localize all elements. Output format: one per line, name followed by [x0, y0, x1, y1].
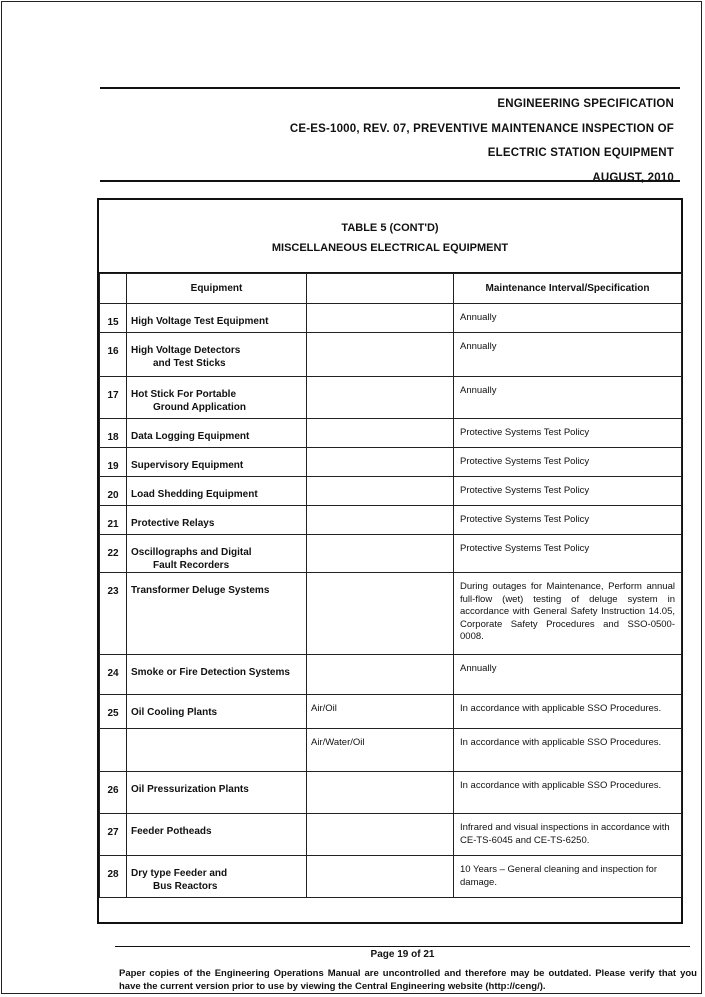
interval-cell: Annually — [454, 333, 682, 377]
medium-cell — [307, 856, 454, 898]
header-bottom-rule — [100, 180, 680, 182]
equipment-cell — [127, 506, 307, 535]
medium-cell — [307, 772, 454, 814]
header-spec-number: CE-ES-1000, REV. 07, PREVENTIVE MAINTENANCE INSPECTION OF — [289, 122, 674, 135]
table-row — [100, 477, 682, 506]
row-number — [100, 729, 127, 772]
interval-cell: Protective Systems Test Policy — [454, 448, 682, 477]
equipment-cell — [127, 448, 307, 477]
table-row — [100, 304, 682, 333]
table-row — [100, 772, 682, 814]
medium-cell — [307, 814, 454, 856]
equipment-cell — [127, 333, 307, 377]
footer-disclaimer: Paper copies of the Engineering Operations Manual are uncontrolled and therefore may be outdated. Please verify that you have the current version prior to use by viewing the Central Engineering website (http://ceng/). — [119, 968, 697, 992]
equipment-name: High Voltage Detectors — [131, 345, 241, 356]
medium-header — [307, 274, 454, 304]
medium-cell — [307, 304, 454, 333]
medium-cell — [307, 333, 454, 377]
table-title: TABLE 5 (CONT'D) — [341, 222, 439, 234]
table-header-row — [100, 274, 682, 304]
equipment-name: Transformer Deluge Systems — [131, 585, 270, 596]
table-row — [100, 729, 682, 772]
row-number: 21 — [100, 506, 127, 535]
interval-cell: During outages for Maintenance, Perform annual full-flow (wet) testing of deluge system in accordance with General Safety Instruction 14.05, Corporate Safety Procedures and SSO-0500-0008. — [454, 573, 682, 655]
row-number: 26 — [100, 772, 127, 814]
table-row — [100, 814, 682, 856]
table-row — [100, 535, 682, 573]
medium-cell — [307, 535, 454, 573]
medium-cell — [307, 377, 454, 419]
equipment-name-continued: Ground Application — [153, 402, 246, 413]
interval-cell: Annually — [454, 377, 682, 419]
row-number: 25 — [100, 695, 127, 729]
equipment-name: Oil Cooling Plants — [131, 707, 218, 718]
num-header — [100, 274, 127, 304]
equipment-name: Oil Pressurization Plants — [131, 784, 249, 795]
equipment-name: Load Shedding Equipment — [131, 489, 258, 500]
interval-cell: In accordance with applicable SSO Procedures. — [454, 772, 682, 814]
table-row — [100, 377, 682, 419]
equipment-cell — [127, 419, 307, 448]
equipment-name: Protective Relays — [131, 518, 215, 529]
interval-header: Maintenance Interval/Specification — [454, 274, 682, 304]
equipment-name: Oscillographs and Digital — [131, 547, 252, 558]
equipment-name-continued: Fault Recorders — [153, 560, 230, 571]
equipment-header: Equipment — [127, 274, 307, 304]
maintenance-table-frame — [97, 198, 683, 924]
equipment-cell — [127, 856, 307, 898]
medium-cell — [307, 655, 454, 695]
equipment-name-continued: and Test Sticks — [153, 358, 226, 369]
interval-cell: Protective Systems Test Policy — [454, 535, 682, 573]
medium-cell: Air/Water/Oil — [307, 729, 454, 772]
medium-cell: Air/Oil — [307, 695, 454, 729]
interval-cell: Protective Systems Test Policy — [454, 477, 682, 506]
row-number: 27 — [100, 814, 127, 856]
medium-cell — [307, 506, 454, 535]
row-number: 28 — [100, 856, 127, 898]
row-number: 17 — [100, 377, 127, 419]
row-number: 18 — [100, 419, 127, 448]
equipment-cell — [127, 695, 307, 729]
header-date: AUGUST, 2010 — [592, 171, 674, 184]
table-row — [100, 856, 682, 898]
maintenance-table — [99, 273, 682, 898]
row-number: 15 — [100, 304, 127, 333]
equipment-name: Dry type Feeder and — [131, 868, 228, 879]
equipment-cell — [127, 772, 307, 814]
table-row — [100, 419, 682, 448]
row-number: 20 — [100, 477, 127, 506]
table-row — [100, 448, 682, 477]
equipment-name: Feeder Potheads — [131, 826, 212, 837]
page-number: Page 19 of 21 — [370, 949, 435, 960]
equipment-name: High Voltage Test Equipment — [131, 316, 269, 327]
medium-cell — [307, 419, 454, 448]
equipment-cell — [127, 377, 307, 419]
table-row — [100, 506, 682, 535]
row-number: 16 — [100, 333, 127, 377]
equipment-cell — [127, 573, 307, 655]
equipment-cell — [127, 814, 307, 856]
table-row — [100, 573, 682, 655]
medium-cell — [307, 477, 454, 506]
table-caption — [99, 200, 681, 273]
equipment-name: Supervisory Equipment — [131, 460, 244, 471]
interval-cell: In accordance with applicable SSO Procedures. — [454, 729, 682, 772]
table-row — [100, 695, 682, 729]
interval-cell: Annually — [454, 304, 682, 333]
medium-cell — [307, 573, 454, 655]
equipment-name: Smoke or Fire Detection Systems — [131, 667, 290, 678]
row-number: 22 — [100, 535, 127, 573]
equipment-cell — [127, 304, 307, 333]
header-subject: ELECTRIC STATION EQUIPMENT — [487, 147, 674, 159]
row-number: 19 — [100, 448, 127, 477]
interval-cell: Annually — [454, 655, 682, 695]
interval-cell: Protective Systems Test Policy — [454, 419, 682, 448]
equipment-name-continued: Bus Reactors — [153, 881, 218, 892]
equipment-name: Hot Stick For Portable — [131, 389, 237, 400]
header-top-rule — [100, 87, 680, 89]
equipment-cell — [127, 477, 307, 506]
equipment-cell — [127, 655, 307, 695]
header-title: ENGINEERING SPECIFICATION — [497, 98, 674, 110]
table-row — [100, 333, 682, 377]
equipment-cell — [127, 535, 307, 573]
table-row — [100, 655, 682, 695]
document-header — [240, 92, 674, 190]
equipment-cell — [127, 729, 307, 772]
footer-rule — [115, 946, 690, 947]
row-number: 23 — [100, 573, 127, 655]
equipment-name: Data Logging Equipment — [131, 431, 250, 442]
row-number: 24 — [100, 655, 127, 695]
interval-cell: In accordance with applicable SSO Procedures. — [454, 695, 682, 729]
medium-cell — [307, 448, 454, 477]
interval-cell: Infrared and visual inspections in accordance with CE-TS-6045 and CE-TS-6250. — [454, 814, 682, 856]
table-subtitle: MISCELLANEOUS ELECTRICAL EQUIPMENT — [271, 242, 509, 254]
interval-cell: Protective Systems Test Policy — [454, 506, 682, 535]
interval-cell: 10 Years – General cleaning and inspection for damage. — [454, 856, 682, 898]
